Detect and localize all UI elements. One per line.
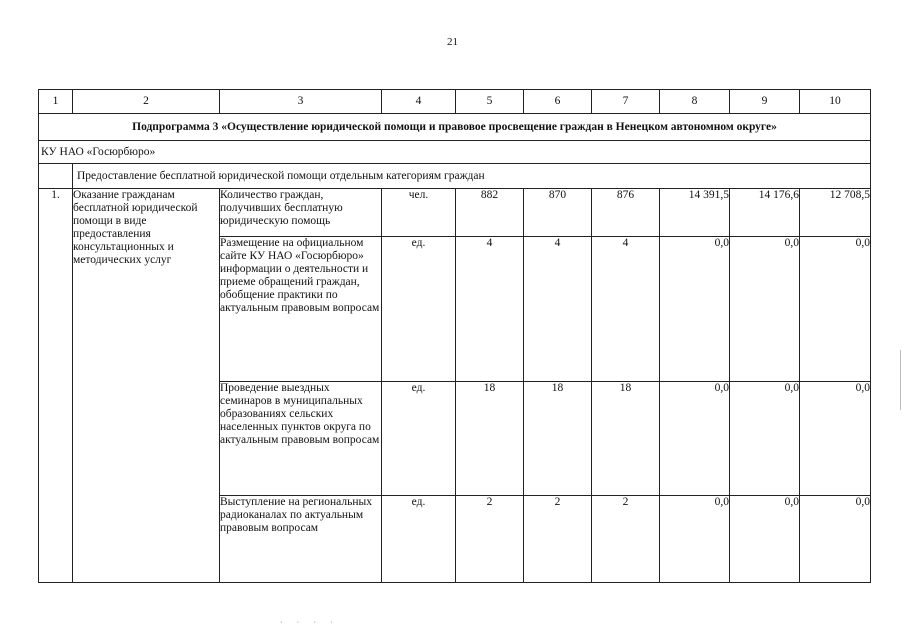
column-number-row	[39, 90, 871, 114]
indicator-value-6: 4	[524, 237, 592, 382]
indicator-unit: ед.	[382, 237, 456, 382]
organization-name: КУ НАО «Госюрбюро»	[39, 141, 871, 164]
program-table	[38, 89, 871, 583]
activity-empty-cell	[39, 164, 73, 189]
column-header: 2	[73, 90, 220, 114]
column-header: 10	[800, 90, 871, 114]
indicator-unit: ед.	[382, 382, 456, 496]
column-header: 3	[220, 90, 382, 114]
indicator-value-7: 18	[592, 382, 660, 496]
column-header: 8	[660, 90, 730, 114]
indicator-value-10: 0,0	[800, 496, 871, 583]
indicator-value-6: 18	[524, 382, 592, 496]
scan-edge-mark	[900, 350, 901, 410]
indicator-name: Проведение выездных семинаров в муниципальных образованиях сельских населенных пунктов округа по актуальным правовым вопросам	[220, 382, 382, 496]
indicator-value-9: 0,0	[730, 382, 800, 496]
column-header: 5	[456, 90, 524, 114]
indicator-value-8: 14 391,5	[660, 189, 730, 237]
indicator-name: Размещение на официальном сайте КУ НАО «Госюрбюро» информации о деятельности и приеме обращений граждан, обобщение практики по актуальным правовым вопросам	[220, 237, 382, 382]
indicator-value-10: 12 708,5	[800, 189, 871, 237]
indicator-name: Выступление на региональных радиоканалах по актуальным правовым вопросам	[220, 496, 382, 583]
event-number: 1.	[39, 189, 73, 583]
page-number: 21	[447, 36, 458, 48]
indicator-value-5: 882	[456, 189, 524, 237]
indicator-value-5: 4	[456, 237, 524, 382]
indicator-value-8: 0,0	[660, 382, 730, 496]
subprogram-row	[39, 114, 871, 141]
indicator-value-6: 2	[524, 496, 592, 583]
indicator-value-6: 870	[524, 189, 592, 237]
indicator-value-9: 0,0	[730, 237, 800, 382]
indicator-value-9: 0,0	[730, 496, 800, 583]
indicator-unit: чел.	[382, 189, 456, 237]
scan-artifact: · · · ·	[280, 618, 339, 627]
column-header: 7	[592, 90, 660, 114]
activity-title: Предоставление бесплатной юридической помощи отдельным категориям граждан	[73, 164, 871, 189]
activity-row	[39, 164, 871, 189]
indicator-value-9: 14 176,6	[730, 189, 800, 237]
column-header: 6	[524, 90, 592, 114]
event-name: Оказание гражданам бесплатной юридической помощи в виде предоставления консультационных и методических услуг	[73, 189, 220, 583]
table-row	[39, 189, 871, 237]
indicator-value-7: 4	[592, 237, 660, 382]
indicator-value-7: 2	[592, 496, 660, 583]
indicator-name: Количество граждан, получивших бесплатную юридическую помощь	[220, 189, 382, 237]
column-header: 1	[39, 90, 73, 114]
indicator-value-8: 0,0	[660, 237, 730, 382]
indicator-value-10: 0,0	[800, 237, 871, 382]
organization-row	[39, 141, 871, 164]
indicator-value-10: 0,0	[800, 382, 871, 496]
indicator-value-8: 0,0	[660, 496, 730, 583]
column-header: 9	[730, 90, 800, 114]
indicator-value-5: 2	[456, 496, 524, 583]
column-header: 4	[382, 90, 456, 114]
subprogram-title: Подпрограмма 3 «Осуществление юридической помощи и правовое просвещение граждан в Ненецком автономном округе»	[39, 114, 871, 141]
indicator-value-5: 18	[456, 382, 524, 496]
indicator-unit: ед.	[382, 496, 456, 583]
indicator-value-7: 876	[592, 189, 660, 237]
